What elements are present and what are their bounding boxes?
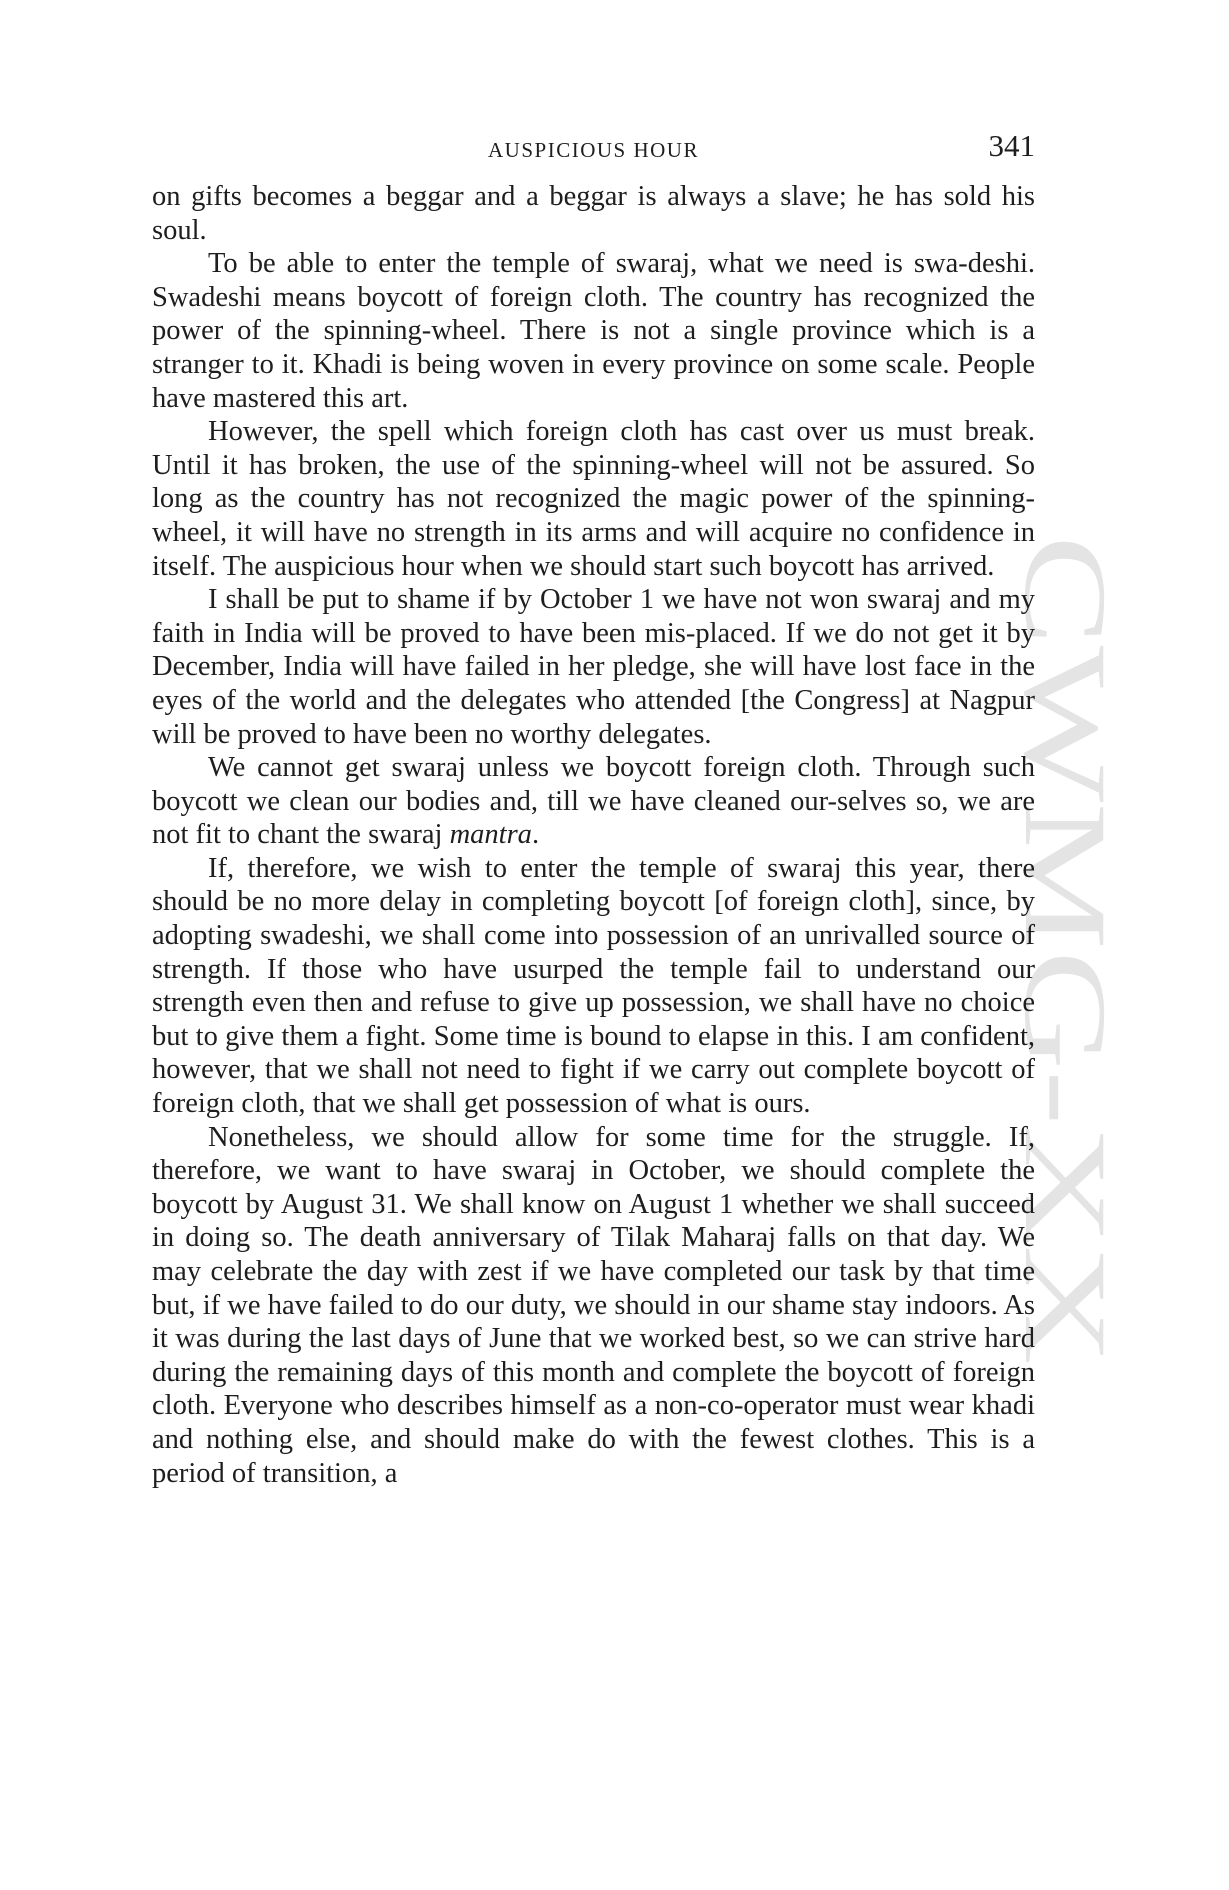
watermark-text: CWMG-XX <box>1000 535 1131 1125</box>
running-header <box>152 128 1035 168</box>
paragraph-3: However, the spell which foreign cloth has cast over us must break. Until it has broken, the use of the spinning-wheel will not be assured. So long as the country has not recognized the magic power of the spinning-wheel, it will have no strength in its arms and will acquire no confidence in itself. The auspicious hour when we should start such boycott has arrived. <box>152 416 1035 582</box>
body-text <box>152 180 1035 1490</box>
paragraph-7: Nonetheless, we should allow for some time for the struggle. If, therefore, we want to have swaraj in October, we should complete the boycott by August 31. We shall know on August 1 whether we shall succeed in doing so. The death anniversary of Tilak Maharaj falls on that day. We may celebrate the day with zest if we have completed our task by that time but, if we have failed to do our duty, we should in our shame stay indoors. As it was during the last days of June that we worked best, so we can strive hard during the remaining days of this month and complete the boycott of foreign cloth. Everyone who describes himself as a non-co-operator must wear khadi and nothing else, and should make do with the fewest clothes. This is a period of transition, a <box>152 1121 1035 1489</box>
page-number: 341 <box>988 128 1035 163</box>
running-title: AUSPICIOUS HOUR <box>488 138 699 162</box>
paragraph-1: on gifts becomes a beggar and a beggar is always a slave; he has sold his soul. <box>152 181 1035 246</box>
paragraph-4: I shall be put to shame if by October 1 we have not won swaraj and my faith in India will be proved to have been mis-placed. If we do not get it by December, India will have failed in her pledge, she will have lost face in the eyes of the world and the delegates who attended [the Congress] at Nagpur will be proved to have been no worthy delegates. <box>152 584 1035 750</box>
paragraph-2: To be able to enter the temple of swaraj, what we need is swa-deshi. Swadeshi means boycott of foreign cloth. The country has recognized the power of the spinning-wheel. There is not a single province which is a stranger to it. Khadi is being woven in every province on some scale. People have mastered this art. <box>152 248 1035 414</box>
paragraph-6: If, therefore, we wish to enter the temple of swaraj this year, there should be no more delay in completing boycott [of foreign cloth], since, by adopting swadeshi, we shall come into possession of an unrivalled source of strength. If those who have usurped the temple fail to understand our strength even then and refuse to give up possession, we shall have no choice but to give them a fight. Some time is bound to elapse in this. I am confident, however, that we shall not need to fight if we carry out complete boycott of foreign cloth, that we shall get possession of what is ours. <box>152 852 1035 1120</box>
paragraph-5-text: We cannot get swaraj unless we boycott foreign cloth. Through such boycott we clean our bodies and, till we have cleaned our-selves so, we are not fit to chant the swaraj <box>152 752 1035 851</box>
mantra-italic: mantra <box>449 819 532 851</box>
paragraph-5-end: . <box>531 819 540 851</box>
paragraph-5 <box>152 751 1035 852</box>
